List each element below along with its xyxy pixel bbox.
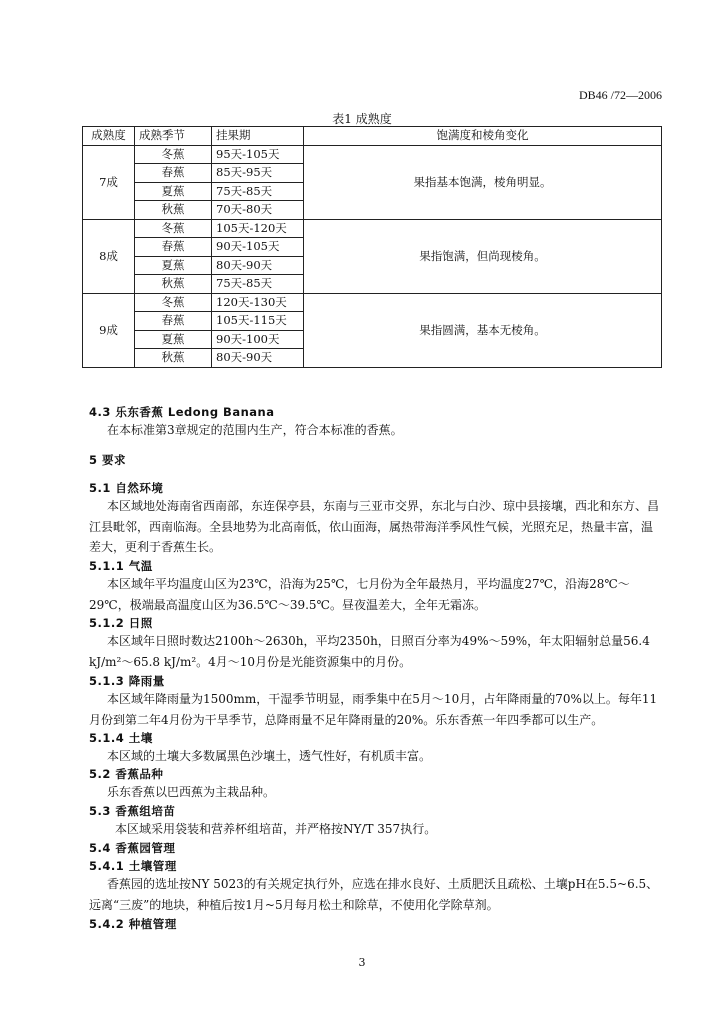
season-cell: 夏蕉 <box>135 182 212 201</box>
period-cell: 95天-105天 <box>212 145 304 164</box>
page-number: 3 <box>358 956 366 969</box>
section-heading-5-1-4: 5.1.4 土壤 <box>89 731 153 745</box>
grade-cell: 7成 <box>83 145 135 219</box>
section-heading-5-1-2: 5.1.2 日照 <box>89 616 153 630</box>
season-cell: 冬蕉 <box>135 293 212 312</box>
season-cell: 秋蕉 <box>135 349 212 368</box>
paragraph-text: 在本标准第3章规定的范围内生产，符合本标准的香蕉。 <box>107 423 403 437</box>
table-row <box>83 219 662 238</box>
header-cell: 成熟季节 <box>135 127 212 146</box>
paragraph-text: 香蕉园的选址按NY 5023的有关规定执行外，应选在排水良好、土质肥沃且疏松、土壤pH在5.5~6.5、远离“三废”的地块，种植后按1月~5月每月松土和除草，不使用化学除草剂。 <box>89 877 659 912</box>
section-heading-5-1: 5.1 自然环境 <box>89 481 164 495</box>
section-body-5-4-1 <box>89 874 659 915</box>
header-cell: 成熟度 <box>83 127 135 146</box>
section-body-5-2 <box>89 782 659 803</box>
season-cell: 秋蕉 <box>135 201 212 220</box>
period-cell: 120天-130天 <box>212 293 304 312</box>
description-cell: 果指饱满，但尚现棱角。 <box>304 219 662 293</box>
season-cell: 冬蕉 <box>135 219 212 238</box>
paragraph-text: 本区域采用袋装和营养杯组培苗，并严格按NY/T 357执行。 <box>115 822 437 836</box>
season-cell: 春蕉 <box>135 312 212 331</box>
table-caption: 表1 成熟度 <box>332 112 392 126</box>
description-cell: 果指圆满，基本无棱角。 <box>304 293 662 367</box>
season-cell: 春蕉 <box>135 238 212 257</box>
paragraph-text: 本区域的土壤大多数属黑色沙壤土，透气性好，有机质丰富。 <box>107 749 432 763</box>
period-cell: 85天-95天 <box>212 164 304 183</box>
section-body-5-1-2 <box>89 631 659 672</box>
section-body-5-1-3 <box>89 689 659 730</box>
season-cell: 春蕉 <box>135 164 212 183</box>
section-heading-5-4-1: 5.4.1 土壤管理 <box>89 859 177 873</box>
section-body-4-3 <box>89 420 659 441</box>
period-cell: 80天-90天 <box>212 349 304 368</box>
season-cell: 冬蕉 <box>135 145 212 164</box>
period-cell: 90天-105天 <box>212 238 304 257</box>
paragraph-text: 乐东香蕉以巴西蕉为主栽品种。 <box>107 785 276 799</box>
period-cell: 75天-85天 <box>212 182 304 201</box>
section-heading-4-3: 4.3 乐东香蕉 Ledong Banana <box>89 405 275 419</box>
description-cell: 果指基本饱满，棱角明显。 <box>304 145 662 219</box>
period-cell: 80天-90天 <box>212 256 304 275</box>
section-heading-5: 5 要求 <box>89 453 127 467</box>
period-cell: 105天-120天 <box>212 219 304 238</box>
table-row <box>83 145 662 164</box>
section-body-5-1 <box>89 496 659 558</box>
paragraph-text: 本区域年日照时数达2100h～2630h，平均2350h，日照百分率为49%～59%，年太阳辐射总量56.4 kJ/m²～65.8 kJ/m²。4月～10月份是光能资源集中的月份。 <box>89 634 650 669</box>
table-header-row <box>83 127 662 146</box>
period-cell: 105天-115天 <box>212 312 304 331</box>
section-body-5-3 <box>89 819 659 840</box>
season-cell: 夏蕉 <box>135 256 212 275</box>
section-heading-5-1-3: 5.1.3 降雨量 <box>89 674 165 688</box>
grade-cell: 8成 <box>83 219 135 293</box>
paragraph-text: 本区域地处海南省西南部，东连保亭县，东南与三亚市交界，东北与白沙、琼中县接壤，西北和东方、昌江县毗邻，西南临海。全县地势为北高南低，依山面海，属热带海洋季风性气候，光照充足，热量丰富，温差大，更利于香蕉生长。 <box>89 499 660 554</box>
season-cell: 秋蕉 <box>135 275 212 294</box>
section-body-5-1-4 <box>89 746 659 767</box>
header-cell: 饱满度和棱角变化 <box>304 127 662 146</box>
section-heading-5-4-2: 5.4.2 种植管理 <box>89 917 177 931</box>
period-cell: 75天-85天 <box>212 275 304 294</box>
period-cell: 90天-100天 <box>212 330 304 349</box>
grade-cell: 9成 <box>83 293 135 367</box>
document-number: DB46 /72—2006 <box>578 88 662 102</box>
period-cell: 70天-80天 <box>212 201 304 220</box>
table-row <box>83 293 662 312</box>
section-body-5-1-1 <box>89 574 659 615</box>
paragraph-text: 本区域年降雨量为1500mm，干湿季节明显，雨季集中在5月～10月，占年降雨量的70%以上。每年11月份到第二年4月份为干旱季节，总降雨量不足年降雨量的20%。乐东香蕉一年四季都可以生产。 <box>89 692 658 727</box>
paragraph-text: 本区域年平均温度山区为23℃，沿海为25℃，七月份为全年最热月，平均温度27℃，沿海28℃～29℃，极端最高温度山区为36.5℃～39.5℃。昼夜温差大，全年无霜冻。 <box>89 577 630 612</box>
header-cell: 挂果期 <box>212 127 304 146</box>
section-heading-5-3: 5.3 香蕉组培苗 <box>89 804 176 818</box>
section-heading-5-1-1: 5.1.1 气温 <box>89 559 153 573</box>
section-heading-5-2: 5.2 香蕉品种 <box>89 767 164 781</box>
maturity-table <box>82 126 662 368</box>
season-cell: 夏蕉 <box>135 330 212 349</box>
section-heading-5-4: 5.4 香蕉园管理 <box>89 841 176 855</box>
